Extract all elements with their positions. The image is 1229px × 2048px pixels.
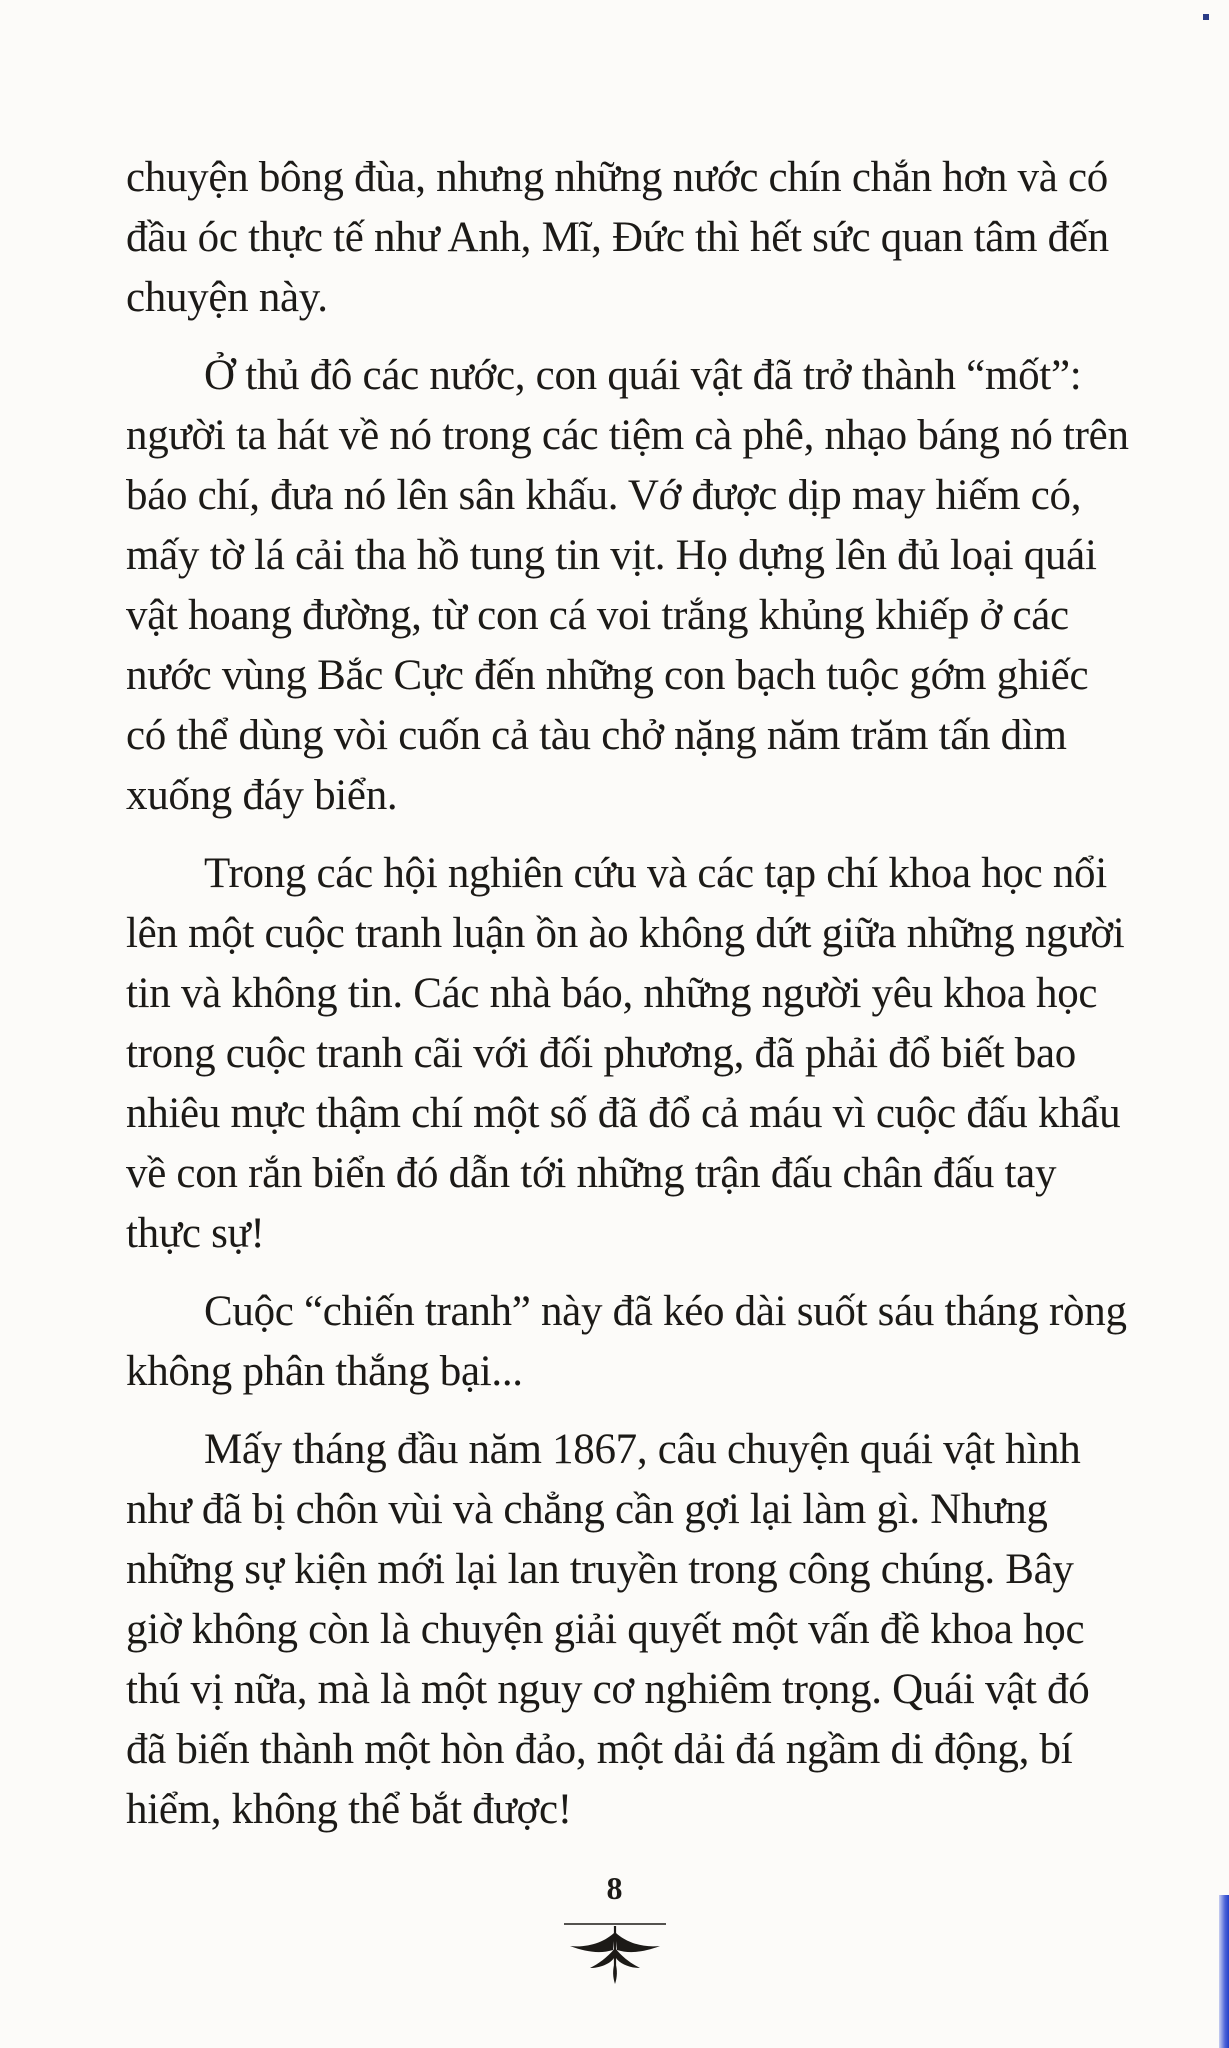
text-line: lên một cuộc tranh luận ồn ào không dứt giữa những người: [126, 910, 1125, 957]
scan-corner-mark: [1203, 14, 1209, 20]
text-line: báo chí, đưa nó lên sân khấu. Vớ được dịp may hiếm có,: [126, 472, 1082, 519]
text-line: hiểm, không thể bắt được!: [126, 1786, 572, 1833]
text-line: đã biến thành một hòn đảo, một dải đá ngầm di động, bí: [126, 1726, 1073, 1773]
text-line: nước vùng Bắc Cực đến những con bạch tuộc gớm ghiếc: [126, 652, 1089, 699]
text-line: mấy tờ lá cải tha hồ tung tin vịt. Họ dựng lên đủ loại quái: [126, 532, 1097, 579]
text-line: chuyện này.: [126, 274, 328, 321]
body-text: [126, 148, 1166, 1858]
text-line: về con rắn biển đó dẫn tới những trận đấu chân đấu tay: [126, 1150, 1057, 1197]
paragraph-5: [126, 1420, 1166, 1840]
paragraph-1: [126, 148, 1166, 328]
text-line: trong cuộc tranh cãi với đối phương, đã phải đổ biết bao: [126, 1030, 1076, 1077]
text-line: Cuộc “chiến tranh” này đã kéo dài suốt sáu tháng ròng: [204, 1288, 1127, 1335]
text-line: không phân thắng bại...: [126, 1348, 523, 1395]
text-line: người ta hát về nó trong các tiệm cà phê, nhạo báng nó trên: [126, 412, 1129, 459]
text-line: chuyện bông đùa, nhưng những nước chín chắn hơn và có: [126, 154, 1108, 201]
text-line: như đã bị chôn vùi và chẳng cần gợi lại làm gì. Nhưng: [126, 1486, 1048, 1533]
text-line: Mấy tháng đầu năm 1867, câu chuyện quái vật hình: [204, 1426, 1081, 1473]
text-line: có thể dùng vòi cuốn cả tàu chở nặng năm trăm tấn dìm: [126, 712, 1067, 759]
paragraph-4: [126, 1282, 1166, 1402]
text-line: giờ không còn là chuyện giải quyết một vấn đề khoa học: [126, 1606, 1085, 1653]
text-line: thực sự!: [126, 1210, 265, 1257]
text-line: đầu óc thực tế như Anh, Mĩ, Đức thì hết sức quan tâm đến: [126, 214, 1109, 261]
text-line: những sự kiện mới lại lan truyền trong công chúng. Bây: [126, 1546, 1074, 1593]
text-line: thú vị nữa, mà là một nguy cơ nghiêm trọng. Quái vật đó: [126, 1666, 1090, 1713]
paragraph-2: [126, 346, 1166, 826]
text-line: nhiêu mực thậm chí một số đã đổ cả máu vì cuộc đấu khẩu: [126, 1090, 1121, 1137]
paragraph-3: [126, 844, 1166, 1264]
text-line: tin và không tin. Các nhà báo, những người yêu khoa học: [126, 970, 1098, 1017]
text-line: Trong các hội nghiên cứu và các tạp chí khoa học nổi: [204, 850, 1107, 897]
fleuron-ornament-icon: [560, 1918, 670, 1988]
scan-edge-strip: [1219, 1895, 1229, 2048]
text-line: xuống đáy biển.: [126, 772, 398, 819]
text-line: Ở thủ đô các nước, con quái vật đã trở thành “mốt”:: [204, 352, 1082, 399]
page-number: 8: [606, 1870, 623, 1906]
text-line: vật hoang đường, từ con cá voi trắng khủng khiếp ở các: [126, 592, 1069, 639]
